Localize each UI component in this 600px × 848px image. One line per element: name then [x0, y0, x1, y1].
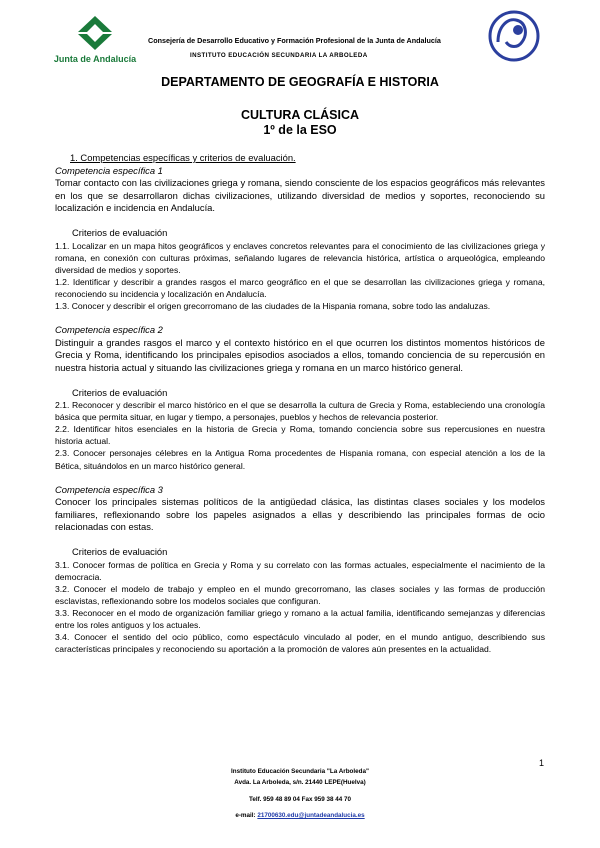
- document-body: [55, 152, 545, 655]
- criterio-item: 3.2. Conocer el modelo de trabajo y empleo en el mundo grecorromano, las clases sociales y las formas de producción esclavistas, reflexionando sobre los modelos sociales que configuran.: [55, 583, 545, 606]
- competencia-block: [55, 165, 545, 313]
- department-title: DEPARTAMENTO DE GEOGRAFÍA E HISTORIA: [161, 75, 439, 89]
- footer-institute: Instituto Educación Secundaria "La Arboleda": [231, 768, 369, 775]
- footer-address: Avda. La Arboleda, s/n. 21440 LEPE(Huelva): [234, 779, 366, 786]
- course-title: 1º de la ESO: [263, 123, 337, 137]
- competencia-title: Competencia específica 2: [55, 324, 163, 336]
- email-link[interactable]: 21700630.edu@juntadeandalucia.es: [257, 812, 365, 819]
- criterios-label: Criterios de evaluación: [72, 386, 168, 398]
- competencia-block: [55, 324, 545, 472]
- criterio-item: 2.3. Conocer personajes célebres en la Antigua Roma procedentes de Hispania romana, con especial atención a los de la Bética, situándolos en un marco histórico general.: [55, 448, 545, 471]
- competencia-text: Distinguir a grandes rasgos el marco y el contexto histórico en el que ocurren los distintos momentos históricos de Grecia y Roma, identificando los principales episodios asociados a ellos, tomando conciencia de su repercusión en nuestra historia actual y situando las civilizaciones griega y romana en un marco histórico general.: [55, 336, 545, 373]
- competencia-block: [55, 484, 545, 656]
- email-label: e-mail:: [235, 812, 258, 819]
- footer-email-line: [0, 812, 600, 819]
- competencia-text: Conocer los principales sistemas políticos de la antigüedad clásica, las distintas clases sociales y los modelos familiares, reflexionando sobre los papeles asignados a ellas y describiendo las principales formas de ocio relacionadas con estas.: [55, 496, 545, 533]
- section-heading: 1. Competencias específicas y criterios de evaluación.: [70, 152, 296, 163]
- criterios-label: Criterios de evaluación: [72, 546, 168, 558]
- subject-title: CULTURA CLÁSICA: [240, 108, 360, 122]
- competencia-title: Competencia específica 3: [55, 483, 163, 495]
- junta-andalucia-emblem-icon: [72, 14, 118, 52]
- junta-andalucia-logo: [50, 14, 140, 66]
- logo-caption: Junta de Andalucía: [53, 54, 137, 64]
- school-emblem-icon: [484, 8, 546, 68]
- competencia-title: Competencia específica 1: [55, 164, 163, 176]
- ies-arboleda-logo: [484, 8, 546, 68]
- competencia-text: Tomar contacto con las civilizaciones griega y romana, siendo consciente de los espacios geográficos más relevantes en los que se desarrollaron dichas civilizaciones, utilizando diversidad de medios y soportes, reconociendo su localización e incidencia en Andalucía.: [55, 177, 545, 214]
- footer-phone: Telf. 959 48 89 04 Fax 959 38 44 70: [248, 796, 352, 803]
- criterio-item: 1.3. Conocer y describir el origen grecorromano de las ciudades de la Hispania romana, sobre todo las andaluzas.: [55, 301, 491, 312]
- criterio-item: 3.3. Reconocer en el modo de organización familiar griego y romano a la actual familia, identificando semejanzas y diferencias entre los roles antiguos y los actuales.: [55, 608, 545, 631]
- criterio-item: 1.1. Localizar en un mapa hitos geográficos y enclaves concretos relevantes para el conocimiento de las civilizaciones griega y romana, en conexión con culturas próximas, señalando lugares de relevancia histórica, artística o arqueológica, empleando diversidad de medios y soportes.: [55, 240, 545, 275]
- header-instituto: INSTITUTO EDUCACIÓN SECUNDARIA LA ARBOLEDA: [190, 52, 368, 59]
- header-consejeria: Consejería de Desarrollo Educativo y Formación Profesional de la Junta de Andalucía: [148, 36, 441, 45]
- page-number: 1: [539, 758, 545, 768]
- criterio-item: 2.1. Reconocer y describir el marco histórico en el que se desarrolla la cultura de Grecia y Roma, estableciendo una cronología básica que permita situar, en lugar y tiempo, a personajes, pueblos y hechos de relevancia posterior.: [55, 400, 545, 423]
- criterio-item: 2.2. Identificar hitos esenciales en la historia de Grecia y Roma, tomando conciencia sobre sus repercusiones en nuestra historia actual.: [55, 424, 545, 447]
- criterio-item: 3.4. Conocer el sentido del ocio público, como espectáculo vinculado al poder, en el mundo antiguo, describiendo sus características principales y reconociendo su aportación a la promoción de valores aún presentes en la actualidad.: [55, 632, 545, 655]
- criterio-item: 3.1. Conocer formas de política en Grecia y Roma y su correlato con las formas actuales, especialmente el nacimiento de la democracia.: [55, 559, 545, 582]
- criterio-item: 1.2. Identificar y describir a grandes rasgos el marco geográfico en el que se desarrollan las civilizaciones griega y romana, reconociendo su incidencia y localización en Andalucía.: [55, 276, 545, 299]
- criterios-label: Criterios de evaluación: [72, 226, 168, 238]
